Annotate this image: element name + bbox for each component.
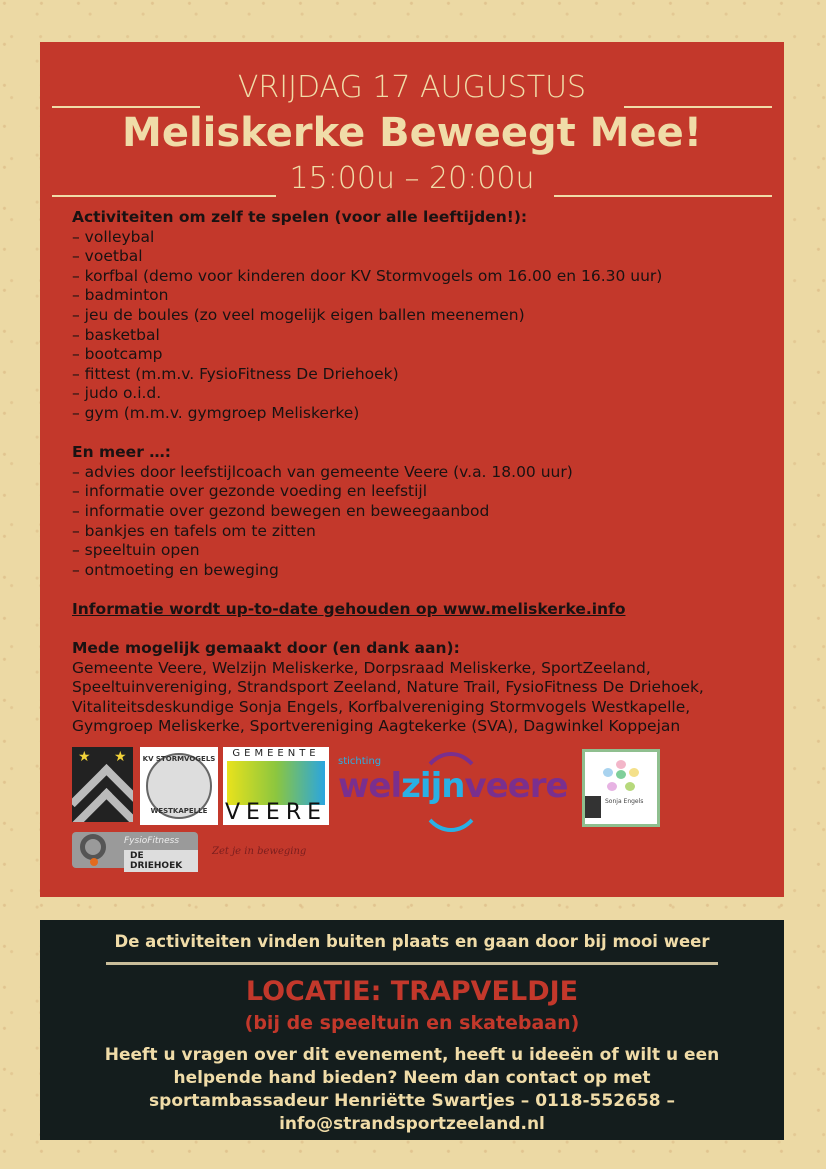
sonja-engels-logo: Sonja Engels (582, 749, 660, 827)
divider-line (106, 962, 718, 965)
list-item: – speeltuin open (72, 541, 200, 560)
star-icon: ★ (114, 749, 127, 765)
meliskerke-coat-of-arms-logo (72, 747, 133, 822)
event-title: Meliskerke Beweegt Mee! (122, 110, 702, 156)
sponsors-heading: Mede mogelijk gemaakt door (en dank aan): (72, 639, 460, 658)
list-item: – judo o.i.d. (72, 384, 162, 403)
sponsor-line: Gymgroep Meliskerke, Sportvereniging Aagtekerke (SVA), Dagwinkel Koppejan (72, 717, 681, 736)
event-content (72, 208, 772, 737)
list-item: – bankjes en tafels om te zitten (72, 521, 316, 540)
kv-stormvogels-logo: KV STORMVOGELS WESTKAPELLE (140, 747, 218, 825)
info-panel (40, 920, 784, 1140)
gemeente-veere-logo: GEMEENTE VEERE (224, 748, 328, 825)
sponsor-line: Gemeente Veere, Welzijn Meliskerke, Dorpsraad Meliskerke, SportZeeland, (72, 658, 651, 677)
contact-email[interactable]: info@strandsportzeeland.nl (279, 1114, 545, 1134)
list-item: – advies door leefstijlcoach van gemeente Veere (v.a. 18.00 uur) (72, 462, 573, 481)
sponsor-line: Vitaliteitsdeskundige Sonja Engels, Korfbalvereniging Stormvogels Westkapelle, (72, 697, 691, 716)
event-time: 15:00u – 20:00u (289, 161, 535, 196)
sponsor-logos (40, 742, 784, 882)
event-panel (40, 42, 784, 897)
list-item: – badminton (72, 286, 169, 305)
divider-line (624, 106, 772, 108)
event-date: VRIJDAG 17 AUGUSTUS (237, 70, 587, 105)
activities-heading: Activiteiten om zelf te spelen (voor alle leeftijden!): (72, 208, 528, 226)
list-item: – informatie over gezonde voeding en leefstijl (72, 482, 428, 501)
list-item: – voetbal (72, 247, 143, 266)
more-heading: En meer …: (72, 443, 171, 462)
list-item: – basketbal (72, 325, 160, 344)
list-item: – volleybal (72, 227, 155, 246)
weather-note: De activiteiten vinden buiten plaats en gaan door bij mooi weer (114, 932, 710, 951)
slogan-text: Zet je in beweging (212, 846, 307, 857)
list-item: – bootcamp (72, 345, 163, 364)
divider-line (52, 106, 200, 108)
list-item: – informatie over gezond bewegen en beweegaanbod (72, 501, 490, 520)
welzijn-veere-logo: stichting welzijnveere (338, 752, 578, 827)
list-item: – fittest (m.m.v. FysioFitness De Driehoek) (72, 364, 399, 383)
contact-info: Heeft u vragen over dit evenement, heeft u ideeën of wilt u een helpende hand bieden? Neem dan contact op met sportambassadeur Henriëtte Swartjes – 0118-552658 – info@strandsportzeeland.nl (50, 1044, 774, 1136)
fysiofitness-de-driehoek-logo: FysioFitness DE DRIEHOEK (72, 832, 198, 868)
list-item: – jeu de boules (zo veel mogelijk eigen ballen meenemen) (72, 305, 525, 324)
location-subtitle: (bij de speeltuin en skatebaan) (244, 1012, 580, 1034)
location-title: LOCATIE: TRAPVELDJE (245, 976, 579, 1007)
list-item: – gym (m.m.v. gymgroep Meliskerke) (72, 403, 360, 422)
info-website-link[interactable]: Informatie wordt up-to-date gehouden op www.meliskerke.info (72, 599, 626, 618)
sponsor-line: Speeltuinvereniging, Strandsport Zeeland, Nature Trail, FysioFitness De Driehoek, (72, 678, 704, 697)
list-item: – korfbal (demo voor kinderen door KV Stormvogels om 16.00 en 16.30 uur) (72, 266, 663, 285)
star-icon: ★ (78, 749, 91, 765)
list-item: – ontmoeting en beweging (72, 560, 279, 579)
